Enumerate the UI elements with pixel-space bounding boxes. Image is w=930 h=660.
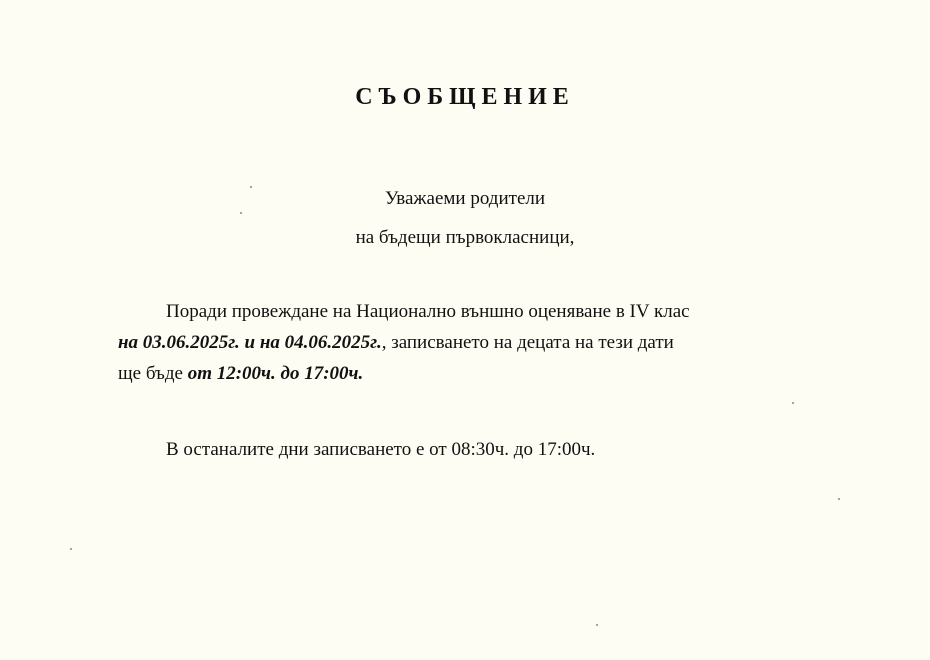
paper-speck (792, 402, 794, 404)
paper-speck (70, 548, 72, 550)
paragraph-2-text: В останалите дни записването е от 08:30ч. до 17:00ч. (166, 439, 596, 460)
exam-dates: на 03.06.2025г. и на 04.06.2025г. (118, 332, 382, 353)
paragraph-1-line-3-start: ще бъде (118, 363, 188, 384)
salutation-line-1: Уважаеми родители (384, 188, 546, 209)
paper-speck (596, 624, 598, 626)
paragraph-1-line-2-rest: , записването на децата на тези дати (381, 332, 674, 353)
notice-paragraph-1 (118, 296, 818, 389)
paragraph-1-line-1: Поради провеждане на Национално външно оценяване в IV клас (166, 301, 690, 322)
paper-speck (250, 186, 252, 188)
paper-speck (240, 212, 242, 214)
paper-speck (838, 498, 840, 500)
notice-paragraph-2 (118, 434, 818, 465)
enrollment-hours: от 12:00ч. до 17:00ч. (187, 363, 364, 384)
salutation-line-2: на бъдещи първокласници, (355, 227, 575, 248)
notice-title: СЪОБЩЕНИЕ (355, 84, 575, 110)
paragraph-1-line-3 (118, 358, 818, 389)
paragraph-1-line-2 (118, 327, 818, 358)
